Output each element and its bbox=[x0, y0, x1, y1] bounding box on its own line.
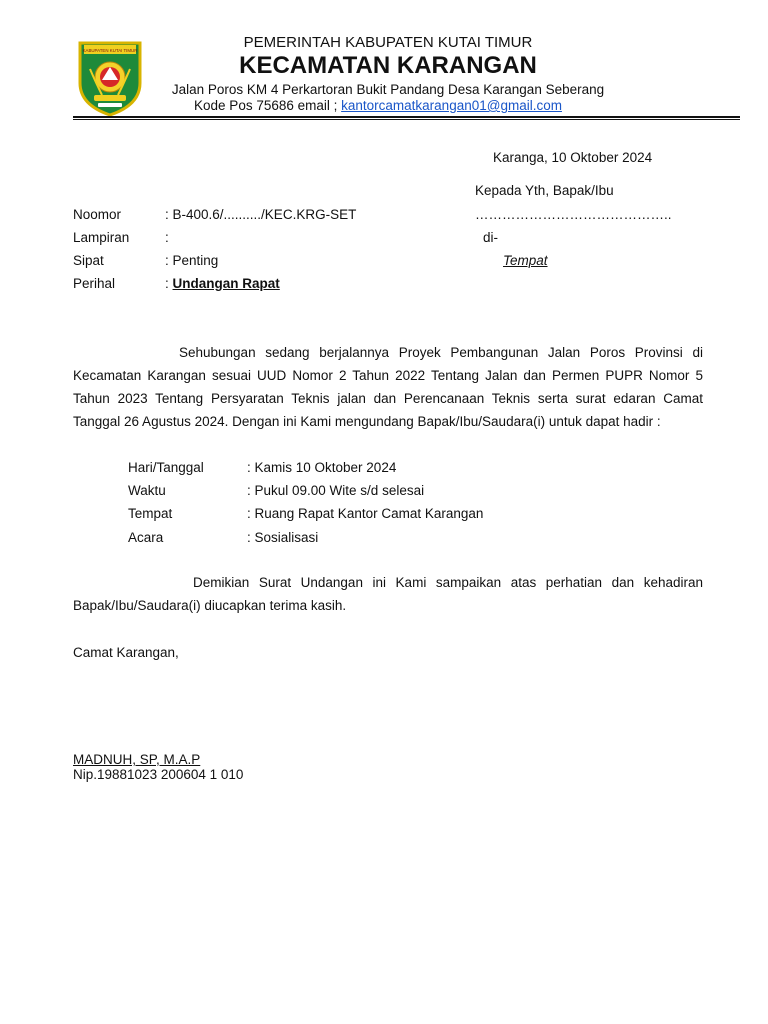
subject-value: Undangan Rapat bbox=[172, 276, 280, 291]
government-heading: PEMERINTAH KABUPATEN KUTAI TIMUR bbox=[243, 34, 533, 51]
meta-value-subject bbox=[165, 276, 280, 292]
letter-date: Karanga, 10 Oktober 2024 bbox=[493, 150, 653, 165]
letterhead-divider-thin bbox=[73, 119, 740, 120]
meta-label-nature: Sipat bbox=[73, 253, 104, 268]
nature-value: Penting bbox=[172, 253, 219, 268]
detail-label-day: Hari/Tanggal bbox=[128, 460, 204, 475]
recipient-name-blank: …………………………………….. bbox=[475, 207, 672, 222]
paragraph-line: Sehubungan sedang berjalannya Proyek Pembangunan Jalan Poros Provinsi di bbox=[179, 345, 703, 360]
meta-colon: : bbox=[165, 253, 173, 268]
meta-colon: : bbox=[165, 207, 173, 222]
logo-lettering: KABUPATEN KUTAI TIMUR bbox=[82, 48, 138, 53]
letterhead-divider bbox=[73, 116, 740, 118]
meta-value-nature bbox=[165, 253, 218, 269]
recipient-place: Tempat bbox=[503, 253, 548, 268]
signatory-nip: Nip.19881023 200604 1 010 bbox=[73, 767, 244, 782]
recipient-di: di- bbox=[483, 230, 499, 245]
meta-colon: : bbox=[165, 230, 169, 245]
office-address: Jalan Poros KM 4 Perkartoran Bukit Pandang Desa Karangan Seberang bbox=[171, 82, 605, 97]
detail-label-event: Acara bbox=[128, 530, 164, 545]
paragraph-line: Tanggal 26 Agustus 2024. Dengan ini Kami mengundang Bapak/Ibu/Saudara(i) untuk dapat hadir : bbox=[73, 414, 661, 429]
postal-code-text: Kode Pos 75686 email ; bbox=[194, 98, 342, 113]
detail-value-event: : Sosialisasi bbox=[247, 530, 319, 545]
paragraph-line: Demikian Surat Undangan ini Kami sampaikan atas perhatian dan kehadiran bbox=[193, 575, 703, 590]
signatory-title: Camat Karangan, bbox=[73, 645, 179, 660]
detail-label-time: Waktu bbox=[128, 483, 166, 498]
meta-value-attachment bbox=[165, 230, 169, 246]
meta-colon: : bbox=[165, 276, 173, 291]
office-name-heading: KECAMATAN KARANGAN bbox=[239, 52, 537, 79]
body-paragraph-1 bbox=[73, 341, 703, 433]
detail-value-place: : Ruang Rapat Kantor Camat Karangan bbox=[247, 506, 484, 521]
detail-value-day: : Kamis 10 Oktober 2024 bbox=[247, 460, 397, 475]
meta-label-number: Noomor bbox=[73, 207, 122, 222]
paragraph-line: Tahun 2023 Tentang Persyaratan Teknis jalan dan Perencanaan Teknis serta surat edaran Camat bbox=[73, 391, 703, 406]
paragraph-line: Kecamatan Karangan sesuai UUD Nomor 2 Tahun 2022 Tentang Jalan dan Permen PUPR Nomor 5 bbox=[73, 368, 703, 383]
signatory-name: MADNUH, SP, M.A.P bbox=[73, 752, 201, 767]
detail-label-place: Tempat bbox=[128, 506, 173, 521]
email-link[interactable]: kantorcamatkarangan01@gmail.com bbox=[341, 98, 562, 113]
detail-value-time: : Pukul 09.00 Wite s/d selesai bbox=[247, 483, 425, 498]
meta-label-attachment: Lampiran bbox=[73, 230, 130, 245]
letterhead bbox=[0, 0, 768, 125]
meta-label-subject: Perihal bbox=[73, 276, 116, 291]
postal-email-line bbox=[0, 98, 766, 113]
meta-value-number bbox=[165, 207, 356, 223]
body-paragraph-2 bbox=[73, 571, 703, 617]
recipient-salutation: Kepada Yth, Bapak/Ibu bbox=[475, 183, 614, 198]
letter-number: B-400.6/........../KEC.KRG-SET bbox=[172, 207, 357, 222]
paragraph-line: Bapak/Ibu/Saudara(i) diucapkan terima kasih. bbox=[73, 598, 347, 613]
